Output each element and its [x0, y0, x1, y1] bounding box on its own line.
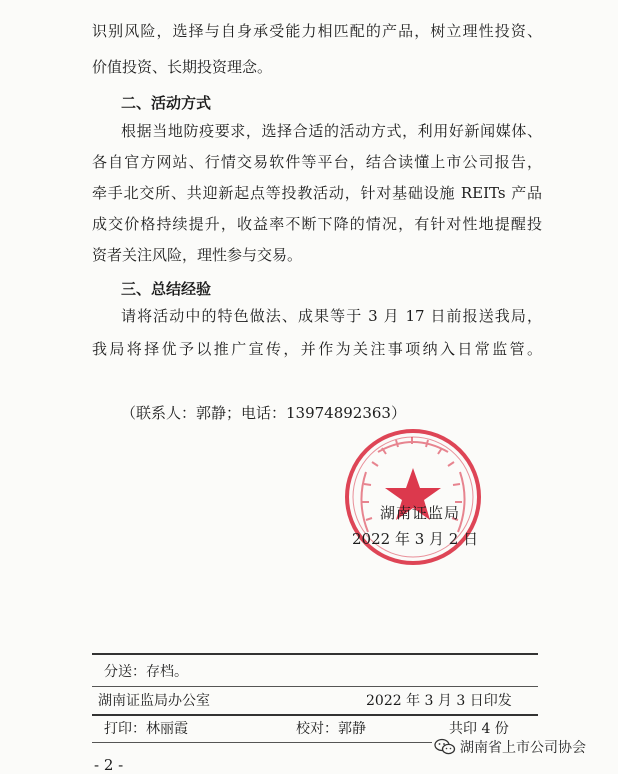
seal-icon	[338, 422, 488, 572]
contact-line: （联系人：郭静；电话：13974892363）	[121, 404, 406, 422]
text-line: 成交价格持续提升，收益率不断下降的情况，有针对性地提醒投	[92, 215, 542, 233]
distribution-line: 分送：存档。	[104, 664, 188, 680]
wechat-account-name: 湖南省上市公司协会	[460, 740, 586, 756]
footer-divider	[92, 714, 538, 716]
section-heading-summary: 三、总结经验	[121, 280, 212, 298]
text-line: 各自官方网站、行情交易软件等平台，结合读懂上市公司报告，	[92, 153, 542, 171]
text-line: 识别风险，选择与自身承受能力相匹配的产品，树立理性投资、	[92, 22, 542, 40]
page-number: - 2 -	[94, 756, 124, 774]
text-line: 根据当地防疫要求，选择合适的活动方式，利用好新闻媒体、	[121, 122, 542, 140]
footer-divider	[92, 742, 432, 743]
signature-date: 2022 年 3 月 2 日	[352, 530, 479, 548]
proofreader: 校对：郭静	[296, 721, 366, 737]
footer-divider	[92, 686, 538, 687]
copies-count: 共印 4 份	[449, 721, 509, 737]
print-date: 2022 年 3 月 3 日印发	[366, 693, 512, 709]
wechat-icon	[434, 738, 456, 756]
text-line: 资者关注风险，理性参与交易。	[92, 246, 303, 264]
signature-org: 湖南证监局	[380, 504, 461, 522]
text-line: 请将活动中的特色做法、成果等于 3 月 17 日前报送我局，	[121, 307, 542, 325]
issuing-office: 湖南证监局办公室	[98, 693, 210, 709]
wechat-watermark	[434, 737, 586, 757]
section-heading-activity-method: 二、活动方式	[121, 94, 212, 112]
official-seal	[338, 422, 488, 572]
text-line: 牵手北交所、共迎新起点等投教活动，针对基础设施 REITs 产品	[92, 184, 542, 202]
text-line: 我局将择优予以推广宣传，并作为关注事项纳入日常监管。	[92, 340, 542, 358]
typist: 打印：林丽霞	[104, 721, 188, 737]
text-line: 价值投资、长期投资理念。	[92, 58, 273, 76]
footer-divider	[92, 653, 538, 655]
